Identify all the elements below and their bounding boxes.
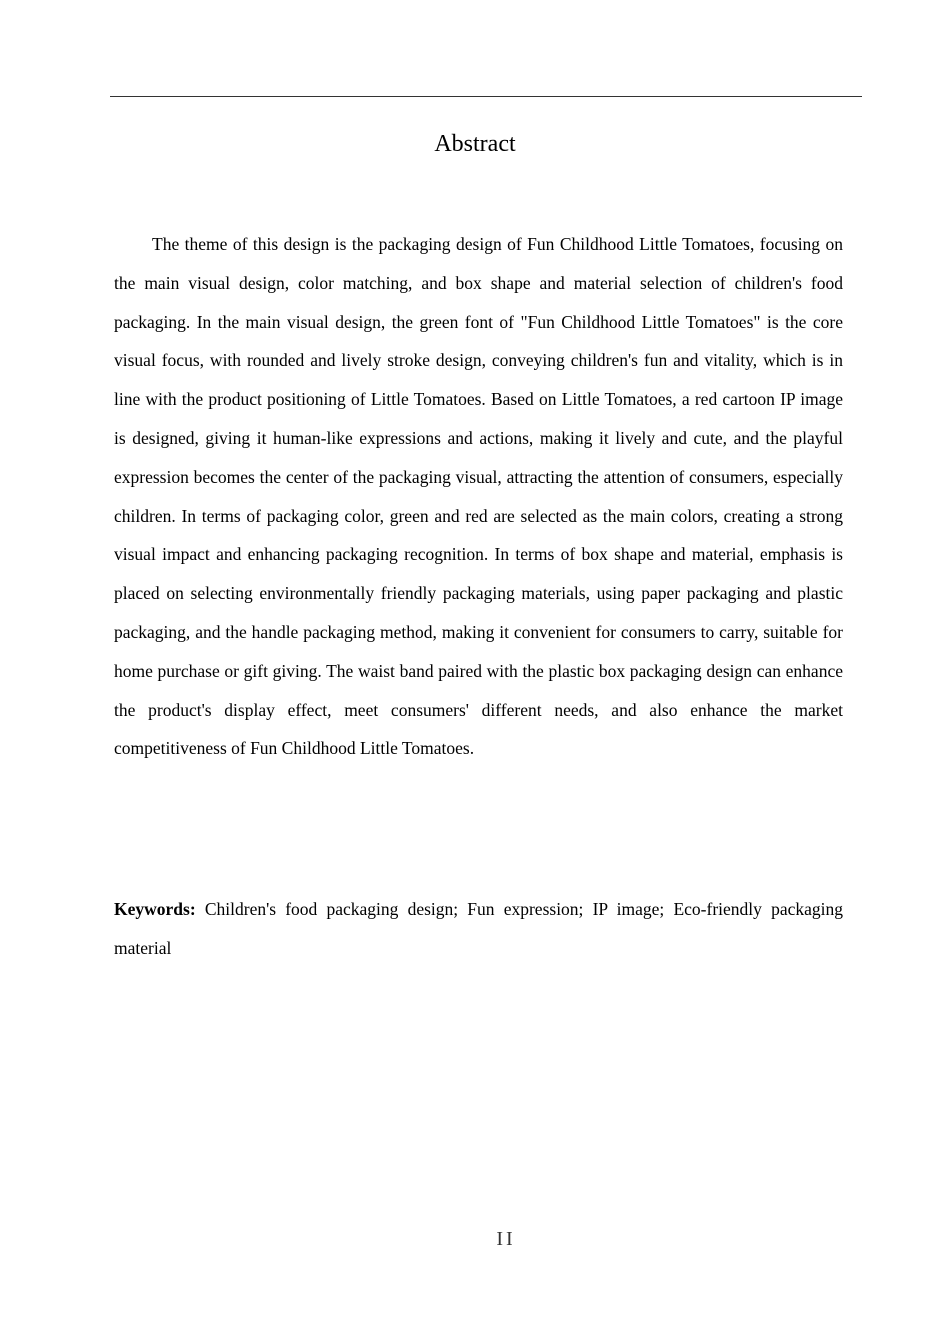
abstract-body: The theme of this design is the packaging design of Fun Childhood Little Tomatoes, focusing on the main visual design, color matching, and box shape and material selection of children's food packaging. In the main visual design, the green font of "Fun Childhood Little Tomatoes" is the core visual focus, with rounded and lively stroke design, conveying children's fun and vitality, which is in line with the product positioning of Little Tomatoes. Based on Little Tomatoes, a red cartoon IP image is designed, giving it human-like expressions and actions, making it lively and cute, and the playful expression becomes the center of the packaging visual, attracting the attention of consumers, especially children. In terms of packaging color, green and red are selected as the main colors, creating a strong visual impact and enhancing packaging recognition. In terms of box shape and material, emphasis is placed on selecting environmentally friendly packaging materials, using paper packaging and plastic packaging, and the handle packaging method, making it convenient for consumers to carry, suitable for home purchase or gift giving. The waist band paired with the plastic box packaging design can enhance the product's display effect, meet consumers' different needs, and also enhance the market competitiveness of Fun Childhood Little Tomatoes. <box>114 234 843 759</box>
keywords-text: Children's food packaging design; Fun expression; IP image; Eco-friendly packaging material <box>114 899 843 958</box>
keywords-paragraph <box>114 890 843 968</box>
header-rule <box>110 96 862 97</box>
page-number: II <box>496 1228 516 1250</box>
page-title: Abstract <box>434 131 516 157</box>
keywords-label: Keywords: <box>114 899 196 919</box>
